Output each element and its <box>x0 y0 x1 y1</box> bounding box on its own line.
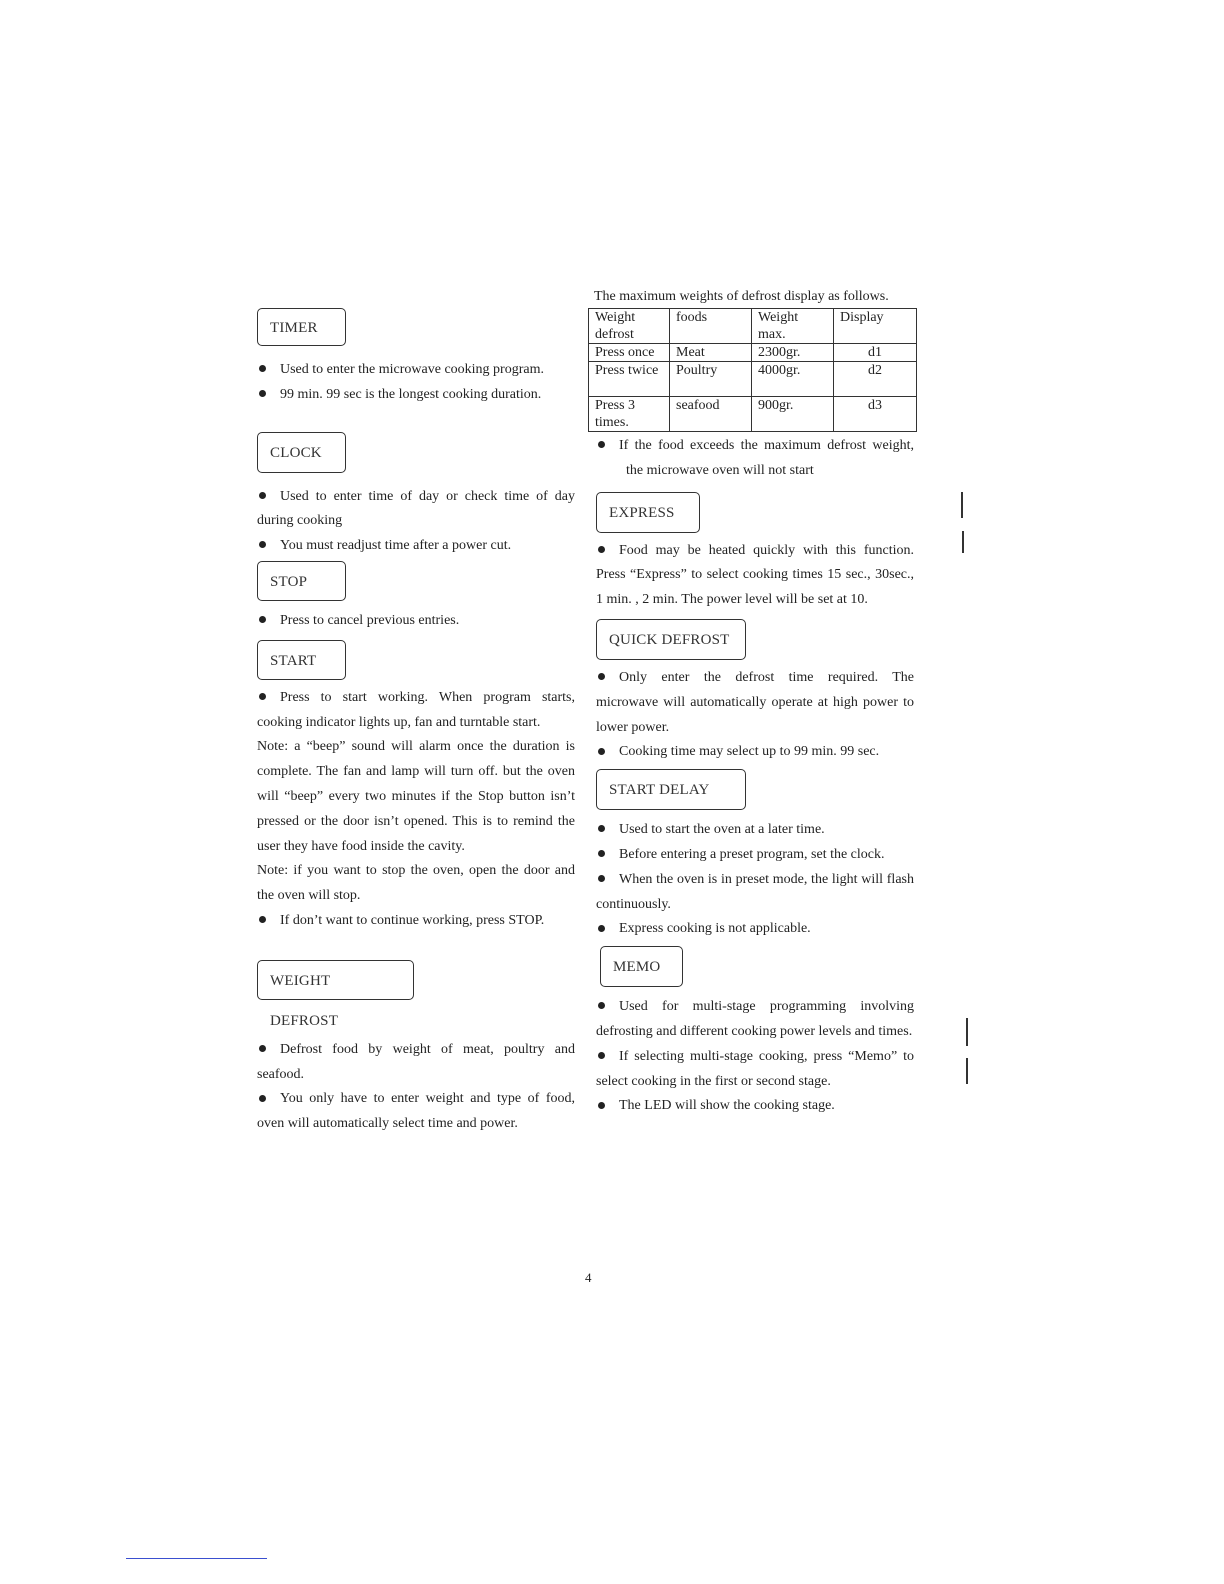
timer-bullet-2: 99 min. 99 sec is the longest cooking duration. <box>257 383 575 408</box>
bullet-icon <box>598 748 605 755</box>
start-note-2: Note: if you want to stop the oven, open the door and the oven will stop. <box>257 863 575 904</box>
quick-defrost-key-box <box>596 619 746 660</box>
bullet-icon <box>259 365 266 372</box>
stop-label: STOP <box>270 573 308 590</box>
footnote-separator-line <box>126 1558 267 1559</box>
table-cell: Press once <box>589 344 670 362</box>
express-key-box <box>596 492 700 533</box>
table-cell: seafood <box>670 397 752 432</box>
table-cell: 900gr. <box>752 397 834 432</box>
table-cell: Meat <box>670 344 752 362</box>
table-cell: Press twice <box>589 362 670 397</box>
memo-bullet-2: If selecting multi-stage cooking, press “Memo” to select cooking in the first or second stage. <box>596 1048 914 1089</box>
bullet-icon <box>598 673 605 680</box>
scan-mark <box>962 531 964 553</box>
table-cell: d2 <box>834 362 917 397</box>
table-cell: Poultry <box>670 362 752 397</box>
weight-defrost-bullet-1: Defrost food by weight of meat, poultry and seafood. <box>257 1041 575 1082</box>
table-cell: 2300gr. <box>752 344 834 362</box>
express-bullet-1: Food may be heated quickly with this function. Press “Express” to select cooking times 15 sec., 30sec., 1 min. , 2 min. The power level will be set at 10. <box>596 542 914 608</box>
express-label: EXPRESS <box>609 504 675 521</box>
bullet-icon <box>259 1045 266 1052</box>
table-cell: 4000gr. <box>752 362 834 397</box>
table-cell: Press 3 times. <box>589 397 670 432</box>
clock-label: CLOCK <box>270 444 322 461</box>
bullet-icon <box>598 825 605 832</box>
stop-key-box <box>257 561 346 601</box>
timer-bullet-1: Used to enter the microwave cooking program. <box>257 358 575 383</box>
scan-mark <box>966 1018 968 1046</box>
right-column <box>596 288 914 1119</box>
defrost-table <box>588 308 917 432</box>
timer-key-box <box>257 308 346 346</box>
weight-defrost-bullet-2: You only have to enter weight and type of food, oven will automatically select time and power. <box>257 1091 575 1132</box>
bullet-icon <box>259 492 266 499</box>
left-column <box>257 308 575 1137</box>
start-note-1: Note: a “beep” sound will alarm once the duration is complete. The fan and lamp will turn off. but the oven will “beep” every two minutes if the Stop button isn’t pressed or the door isn’t opened. This is to remind the user they have food inside the cavity. <box>257 739 575 854</box>
start-label: START <box>270 652 317 669</box>
start-delay-bullet-3: When the oven is in preset mode, the light will flash continuously. <box>596 871 914 912</box>
start-delay-label: START DELAY <box>609 782 710 799</box>
quick-defrost-bullet-2: Cooking time may select up to 99 min. 99 sec. <box>596 740 914 765</box>
table-row <box>589 362 917 397</box>
start-delay-bullet-1: Used to start the oven at a later time. <box>596 818 914 843</box>
bullet-icon <box>598 1002 605 1009</box>
memo-bullet-3: The LED will show the cooking stage. <box>596 1094 914 1119</box>
weight-defrost-label: WEIGHT DEFROST <box>270 972 339 1029</box>
start-delay-bullet-4: Express cooking is not applicable. <box>596 917 914 942</box>
table-intro: The maximum weights of defrost display as follows. <box>594 289 889 304</box>
bullet-icon <box>598 441 605 448</box>
timer-label: TIMER <box>270 320 318 336</box>
table-header: Display <box>834 309 917 344</box>
memo-key-box <box>600 946 683 987</box>
table-cell: d1 <box>834 344 917 362</box>
quick-defrost-bullet-1: Only enter the defrost time required. The microwave will automatically operate at high power to lower power. <box>596 669 914 735</box>
bullet-icon <box>259 1095 266 1102</box>
start-bullet-1: Press to start working. When program starts, cooking indicator lights up, fan and turntable start. <box>257 689 575 730</box>
bullet-icon <box>259 693 266 700</box>
start-key-box <box>257 640 346 680</box>
weight-defrost-key-box <box>257 960 414 1029</box>
scan-mark <box>961 492 963 518</box>
bullet-icon <box>598 850 605 857</box>
clock-bullet-1: Used to enter time of day or check time of day during cooking <box>257 488 575 529</box>
scan-mark <box>966 1058 968 1084</box>
quick-defrost-label: QUICK DEFROST <box>609 631 730 648</box>
memo-label: MEMO <box>613 959 661 976</box>
bullet-icon <box>259 916 266 923</box>
bullet-icon <box>259 616 266 623</box>
bullet-icon <box>598 925 605 932</box>
table-header: Weight defrost <box>589 309 670 344</box>
start-bullet-2: If don’t want to continue working, press STOP. <box>257 909 575 934</box>
bullet-icon <box>259 541 266 548</box>
stop-bullet-1: Press to cancel previous entries. <box>257 609 575 634</box>
table-note: If the food exceeds the maximum defrost weight, the microwave oven will not start <box>596 434 914 484</box>
bullet-icon <box>598 546 605 553</box>
table-row <box>589 397 917 432</box>
bullet-icon <box>598 1102 605 1109</box>
bullet-icon <box>598 875 605 882</box>
memo-bullet-1: Used for multi-stage programming involving defrosting and different cooking power levels and times. <box>596 999 914 1039</box>
start-delay-key-box <box>596 769 746 810</box>
table-row <box>589 344 917 362</box>
page-number: 4 <box>585 1270 592 1285</box>
table-header-row <box>589 309 917 344</box>
clock-key-box <box>257 432 346 473</box>
bullet-icon <box>598 1052 605 1059</box>
table-header: foods <box>670 309 752 344</box>
table-cell: d3 <box>834 397 917 432</box>
start-delay-bullet-2: Before entering a preset program, set the clock. <box>596 843 914 868</box>
table-header: Weight max. <box>752 309 834 344</box>
bullet-icon <box>259 390 266 397</box>
clock-bullet-2: You must readjust time after a power cut. <box>257 534 575 559</box>
